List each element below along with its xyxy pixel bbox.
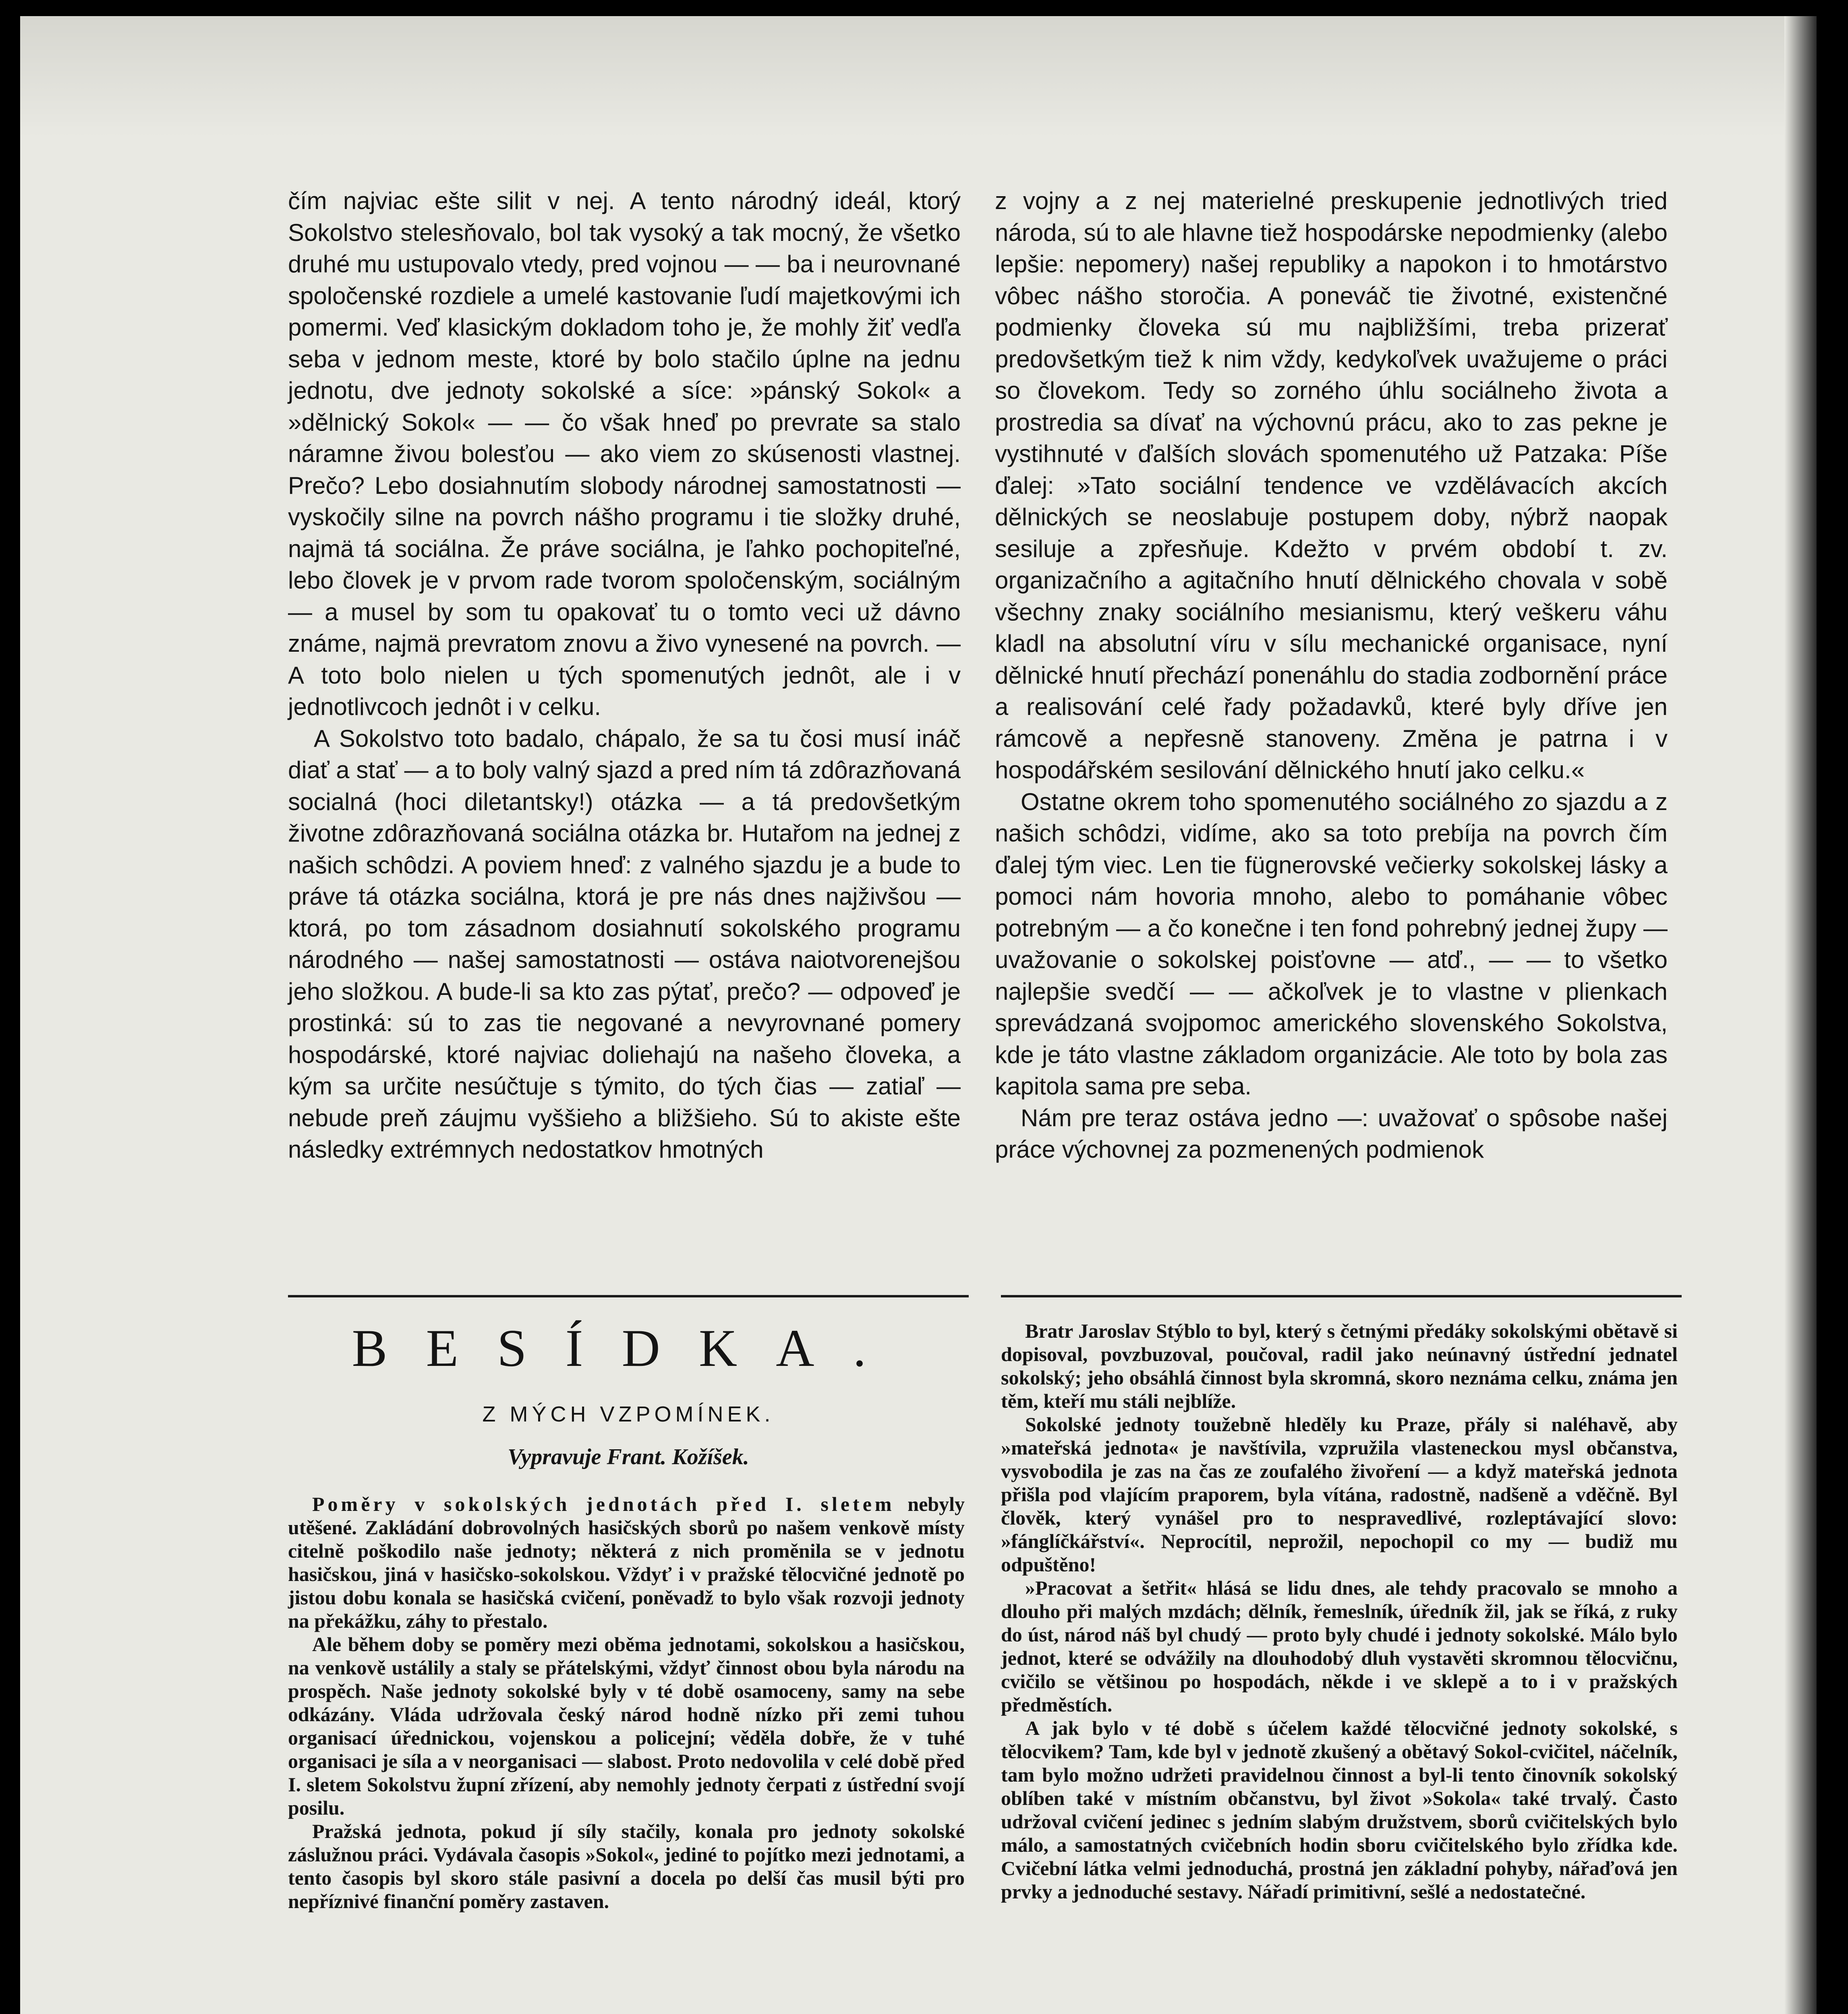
paragraph: Pražská jednota, pokud jí síly stačily, konala pro jednoty sokolské záslužnou práci. Vydávala časopis »Sokol«, jediné to pojítko mezi jednotami, a tento časopis byl skoro stále pasivní a docela po delší čas musil býti pro nepříznivé finanční poměry zastaven.: [288, 1820, 965, 1912]
article-byline: Vypravuje Frant. Kožíšek.: [508, 1444, 749, 1469]
scanned-page: [20, 16, 1817, 2014]
spaced-lead: Poměry v sokolských jednotách před I. sletem: [312, 1493, 895, 1515]
article-title: Z MÝCH VZPOMÍNEK.: [482, 1402, 775, 1426]
upper-right-column: [995, 185, 1668, 1257]
paragraph: Bratr Jaroslav Stýblo to byl, který s četnými předáky sokolskými obětavě si dopisoval, povzbuzoval, poučoval, radil jako neúnavný ústřední jednatel sokolský; jeho obsáhlá činnost byla skromná, skoro neznáma celku, známa jen těm, kteří mu stáli nejblíže.: [1001, 1320, 1678, 1412]
paragraph: Nám pre teraz ostáva jedno —: uvažovať o spôsobe našej práce výchovnej za pozmenených podmienok: [995, 1104, 1668, 1163]
scan-shading: [20, 16, 1817, 137]
paragraph: Ale během doby se poměry mezi oběma jednotami, sokolskou a hasičskou, na venkově ustálily a staly se přátelskými, vždyť činnost obou byla národu na prospěch. Naše jednoty sokolské byly v té době osamoceny, samy na sebe odkázány. Vláda udržovala český národ hodně nízko při zemi tuhou organisací úřednickou, vojenskou a policejní; věděla dobře, že v tuhé organisaci je síla a v neorganisaci — slabost. Proto nedovolila v celé době před I. sletem Sokolstvu župní zřízení, aby nemohly jednoty čerpati z ústřední svojí posilu.: [288, 1633, 965, 1819]
upper-left-column: [288, 185, 961, 1257]
divider-gap: [969, 1295, 1001, 1297]
paragraph: Sokolské jednoty toužebně hleděly ku Praze, přály si naléhavě, aby »mateřská jednota« je navštívila, vzpružila vlasteneckou mysl občanstva, vysvobodila je zas na čas ze zoufalého živoření — a když mateřská jednota přišla pod vlajícím praporem, byla vítána, radostně, nadšeně a vděčně. Byl člověk, který vynášel pro to nespravedlivé, rozleptávající slovo: »fánglíčkářství«. Neprocítil, neprožil, nepochopil co my — budiž mu odpuštěno!: [1001, 1413, 1678, 1576]
paragraph: Ostatne okrem toho spomenutého sociálného zo sjazdu a z našich schôdzi, vidíme, ako sa toto prebíja na povrch čím ďalej tým viec. Len tie fügnerovské večierky sokolskej lásky a pomoci nám hovoria mnoho, alebo to pomáhanie vôbec potrebným — a čo konečne i ten fond pohrebný jednej župy — uvažovanie o sokolskej poisťovne — atď., — — to všetko najlepšie svedčí — — ačkoľvek je to vlastne v plienkach sprevádzaná svojpomoc amerického slovenského Sokolstva, kde je táto vlastne základom organizácie. Ale toto by bola zas kapitola sama pre seba.: [995, 788, 1668, 1100]
paragraph: »Pracovat a šetřit« hlásá se lidu dnes, ale tehdy pracovalo se mnoho a dlouho při malých mzdách; dělník, řemeslník, úředník žil, jak se říká, z ruky do úst, národ náš byl chudý — proto byly chudé i jednoty sokolské. Málo bylo jednot, které se odvážily na dlouhodobý dluh vystavěti skromnou tělocvičnu, cvičilo se většinou po hospodách, někde i ve sklepě a to i v pražských předměstích.: [1001, 1577, 1678, 1716]
paragraph-text: nebyly utěšené. Zakládání dobrovolných hasičských sborů po našem venkově místy citelně poškodilo naše jednoty; některá z nich proměnila se v jednotu hasičskou, jiná v hasičsko-sokolskou. Vždyť i v pražské tělocvičné jednotě po jistou dobu konala se hasičská cvičení, poněvadž to bylo však rozvoji jednoty na překážku, záhy to přestalo.: [288, 1493, 965, 1632]
paragraph: z vojny a z nej materielné preskupenie jednotlivých tried národa, sú to ale hlavne tiež hospodárske nepodmienky (alebo lepšie: nepomery) našej republiky a napokon i to hmotárstvo vôbec nášho storočia. A poneváč tie životné, existenčné podmienky človeka sú mu najbližšími, treba prizerať predovšetkým tiež k nim vždy, kedykoľvek uvažujeme o práci so človekom. Tedy so zorného úhlu sociálneho života a prostredia sa dívať na výchovnú prácu, ako to zas pekne je vystihnuté v ďalších slovách spomenutého už Patzaka: Píše ďalej: »Tato sociální tendence ve vzdělávacích akcích dělnických se neoslabuje postupem doby, nýbrž naopak sesiluje a zpřesňuje. Kdežto v prvém období t. zv. organizačního a agitačního hnutí dělnického chovala v sobě všechny znaky sociálního mesianismu, který veškeru váhu kladl na absolutní víru v sílu mechanické organisace, nyní dělnické hnutí přechází ponenáhlu do stadia zodbornění práce a realisování celé řady požadavků, které byly dříve jen rámcově a nepřesně stanoveny. Změna je patrna i v hospodářském sesilování dělnického hnutí jako celku.«: [995, 187, 1668, 783]
scan-edge-shadow: [1784, 16, 1817, 2014]
paragraph: [288, 1492, 965, 1633]
lower-left-column: [288, 1492, 965, 1913]
paragraph: A Sokolstvo toto badalo, chápalo, že sa tu čosi musí ináč diať a stať — a to boly valný sjazd a pred ním tá zdôrazňovaná socialná (hoci diletantsky!) otázka — a tá predovšetkým životne zdôrazňovaná sociálna otázka br. Hutařom na jednej z našich schôdzi. A poviem hneď: z valného sjazdu je a bude to práve tá otázka sociálna, ktorá je pre nás dnes najživšou — ktorá, po tom zásadnom dosiahnutí sokolského programu národného — našej samostatnosti — ostáva naiotvorenejšou jeho složkou. A bude-li sa kto zas pýtať, prečo? — odpoveď je prostinká: sú to zas tie negované a nevyrovnané pomery hospodárské, ktoré najviac doliehajú na našeho človeka, a kým sa určite nesúčtuje s týmito, do tých čias — zatiaľ — nebude preň záujmu vyššieho a bližšieho. Sú to akiste ešte následky extrémnych nedostatkov hmotných: [288, 725, 961, 1163]
section-title: BESÍDKA.: [352, 1318, 905, 1378]
lower-right-column: [1001, 1319, 1678, 1903]
section-divider: [288, 1295, 1682, 1297]
paragraph: čím najviac ešte silit v nej. A tento národný ideál, ktorý Sokolstvo stelesňovalo, bol tak vysoký a tak mocný, že všetko druhé mu ustupovalo vtedy, pred vojnou — — ba i neurovnané spoločenské rozdiele a umelé kastovanie ľudí majetkovými ich pomermi. Veď klasickým dokladom toho je, že mohly žiť vedľa seba v jednom meste, ktoré by bolo stačilo úplne na jednu jednotu, dve jednoty sokolské a síce: »pánský Sokol« a »dělnický Sokol« — — čo však hneď po prevrate sa stalo náramne živou bolesťou — ako viem zo skúsenosti vlastnej. Prečo? Lebo dosiahnutím slobody národnej samostatnosti — vyskočily silne na povrch nášho programu i tie složky druhé, najmä tá sociálna. Že práve sociálna, je ľahko pochopiteľné, lebo človek je v prvom rade tvorom spoločenským, sociálným — a musel by som tu opakovať tu o tomto veci už dávno známe, najmä prevratom znovu a živo vynesené na povrch. — A toto bolo nielen u tých spomenutých jednôt, ale i v jednotlivcoch jednôt i v celku.: [288, 187, 961, 720]
paragraph: A jak bylo v té době s účelem každé tělocvičné jednoty sokolské, s tělocvikem? Tam, kde byl v jednotě zkušený a obětavý Sokol-cvičitel, náčelník, tam bylo možno udržeti pravidelnou činnost a byl-li tento činovník sokolský oblíben také v místním občanstvu, byl život »Sokola« také trvalý. Často udržoval cvičení jedinec s jedním slabým družstvem, sborů cvičitelských bylo málo, a samostatných cvičebních hodin sboru cvičitelského bylo zřídka kde. Cvičební látka velmi jednoduchá, prostná jen základní pohyby, nářaďová jen prvky a jednoduché sestavy. Nářadí primitivní, sešlé a nedostatečné.: [1001, 1717, 1678, 1903]
